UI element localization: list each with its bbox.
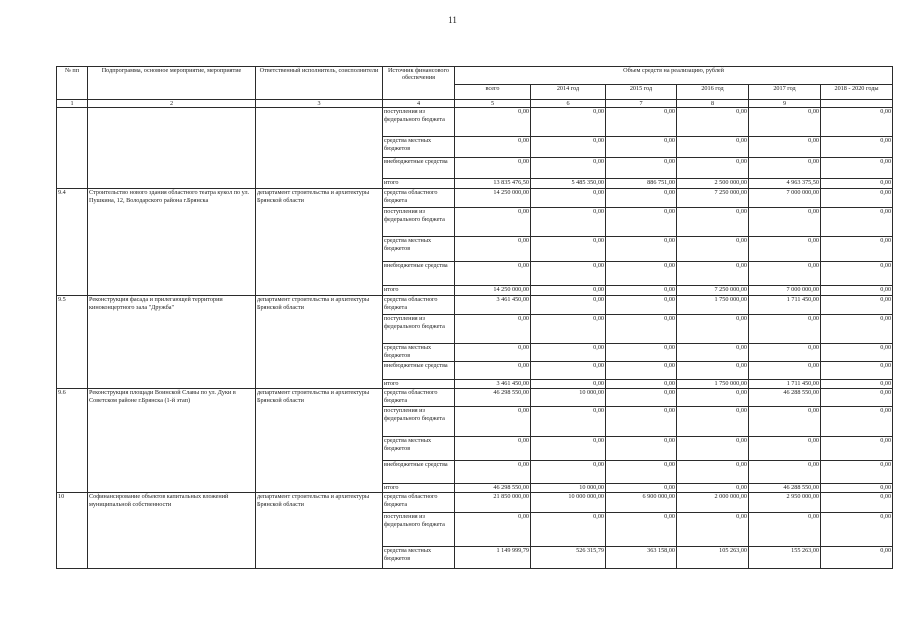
- table-header: [57, 67, 893, 108]
- amount-cell: 0,00: [677, 108, 749, 137]
- amount-cell: 10 000 000,00: [531, 493, 606, 513]
- amount-cell: 0,00: [455, 513, 531, 547]
- amount-cell: 0,00: [821, 286, 893, 296]
- table-row: [57, 493, 893, 513]
- amount-cell: 0,00: [606, 296, 677, 315]
- column-number: 8: [677, 100, 749, 108]
- amount-cell: 3 461 450,00: [455, 296, 531, 315]
- item-number: 10: [57, 493, 88, 569]
- funding-source: поступления из федерального бюджета: [383, 315, 455, 344]
- amount-cell: 0,00: [606, 344, 677, 362]
- amount-cell: 10 000,00: [531, 389, 606, 407]
- amount-cell: 0,00: [677, 344, 749, 362]
- amount-cell: 0,00: [455, 237, 531, 262]
- amount-cell: 0,00: [749, 513, 821, 547]
- amount-cell: 0,00: [821, 158, 893, 179]
- table-row: [57, 296, 893, 315]
- amount-cell: 0,00: [455, 461, 531, 484]
- funding-source: средства местных бюджетов: [383, 547, 455, 569]
- amount-cell: 0,00: [677, 513, 749, 547]
- amount-cell: 0,00: [821, 344, 893, 362]
- amount-cell: 0,00: [531, 237, 606, 262]
- column-number: 5: [455, 100, 531, 108]
- amount-cell: 0,00: [455, 158, 531, 179]
- amount-cell: 0,00: [749, 158, 821, 179]
- header-volume: Объем средств на реализацию, рублей: [455, 67, 893, 85]
- amount-cell: 1 750 000,00: [677, 380, 749, 389]
- header-executor: Ответственный исполнитель, соисполнители: [256, 67, 383, 100]
- amount-cell: 2 000 000,00: [677, 493, 749, 513]
- table-body: [57, 108, 893, 569]
- column-number: 6: [531, 100, 606, 108]
- amount-cell: 0,00: [606, 461, 677, 484]
- amount-cell: 14 250 000,00: [455, 286, 531, 296]
- funding-source: итого: [383, 179, 455, 189]
- column-number: [821, 100, 893, 108]
- amount-cell: 1 711 450,00: [749, 296, 821, 315]
- amount-cell: 6 900 000,00: [606, 493, 677, 513]
- funding-source: средства местных бюджетов: [383, 237, 455, 262]
- amount-cell: 0,00: [455, 262, 531, 286]
- amount-cell: 886 751,00: [606, 179, 677, 189]
- item-name: Реконструкция площади Воинской Славы по ул. Дуки в Советском районе г.Брянска (1-й этап): [88, 389, 256, 493]
- funding-source: внебюджетные средства: [383, 262, 455, 286]
- amount-cell: 0,00: [531, 362, 606, 380]
- column-number: 2: [88, 100, 256, 108]
- amount-cell: 4 963 375,50: [749, 179, 821, 189]
- funding-source: средства местных бюджетов: [383, 137, 455, 158]
- amount-cell: 0,00: [749, 344, 821, 362]
- amount-cell: 0,00: [749, 262, 821, 286]
- amount-cell: 155 263,00: [749, 547, 821, 569]
- amount-cell: 0,00: [606, 389, 677, 407]
- amount-cell: 0,00: [677, 208, 749, 237]
- amount-cell: 0,00: [531, 189, 606, 208]
- amount-cell: 0,00: [606, 208, 677, 237]
- amount-cell: 0,00: [455, 315, 531, 344]
- amount-cell: 7 000 000,00: [749, 189, 821, 208]
- funding-source: средства местных бюджетов: [383, 437, 455, 461]
- amount-cell: 0,00: [531, 296, 606, 315]
- amount-cell: 0,00: [606, 189, 677, 208]
- amount-cell: 0,00: [821, 137, 893, 158]
- amount-cell: 0,00: [677, 237, 749, 262]
- amount-cell: 7 000 000,00: [749, 286, 821, 296]
- amount-cell: 0,00: [531, 208, 606, 237]
- amount-cell: 0,00: [749, 237, 821, 262]
- header-year-2015: 2015 год: [606, 85, 677, 100]
- amount-cell: 0,00: [531, 137, 606, 158]
- amount-cell: 0,00: [606, 437, 677, 461]
- amount-cell: 7 250 000,00: [677, 286, 749, 296]
- amount-cell: 0,00: [531, 380, 606, 389]
- amount-cell: 0,00: [531, 158, 606, 179]
- amount-cell: 0,00: [821, 262, 893, 286]
- item-executor: [256, 108, 383, 189]
- amount-cell: 21 850 000,00: [455, 493, 531, 513]
- amount-cell: 0,00: [821, 547, 893, 569]
- amount-cell: 0,00: [531, 461, 606, 484]
- amount-cell: 0,00: [821, 237, 893, 262]
- funding-source: внебюджетные средства: [383, 158, 455, 179]
- amount-cell: 0,00: [606, 262, 677, 286]
- amount-cell: 0,00: [821, 389, 893, 407]
- amount-cell: 2 950 000,00: [749, 493, 821, 513]
- amount-cell: 0,00: [677, 437, 749, 461]
- amount-cell: 0,00: [455, 437, 531, 461]
- header-year-total: всего: [455, 85, 531, 100]
- column-number: 9: [749, 100, 821, 108]
- header-year-2014: 2014 год: [531, 85, 606, 100]
- funding-source: средства областного бюджета: [383, 389, 455, 407]
- amount-cell: 0,00: [455, 137, 531, 158]
- funding-source: итого: [383, 380, 455, 389]
- amount-cell: 0,00: [749, 437, 821, 461]
- amount-cell: 46 288 550,00: [749, 389, 821, 407]
- amount-cell: 0,00: [677, 262, 749, 286]
- funding-source: средства областного бюджета: [383, 493, 455, 513]
- amount-cell: 526 315,79: [531, 547, 606, 569]
- amount-cell: 0,00: [821, 179, 893, 189]
- amount-cell: 0,00: [749, 137, 821, 158]
- amount-cell: 2 500 000,00: [677, 179, 749, 189]
- amount-cell: 0,00: [677, 137, 749, 158]
- column-number: 7: [606, 100, 677, 108]
- amount-cell: 0,00: [677, 407, 749, 437]
- funding-source: внебюджетные средства: [383, 461, 455, 484]
- amount-cell: 0,00: [821, 437, 893, 461]
- amount-cell: 0,00: [749, 407, 821, 437]
- amount-cell: 0,00: [606, 315, 677, 344]
- amount-cell: 1 750 000,00: [677, 296, 749, 315]
- amount-cell: 0,00: [606, 108, 677, 137]
- amount-cell: 0,00: [606, 158, 677, 179]
- amount-cell: 3 461 450,00: [455, 380, 531, 389]
- amount-cell: 0,00: [455, 362, 531, 380]
- amount-cell: 0,00: [606, 362, 677, 380]
- item-name: Реконструкция фасада и прилегающей территории киноконцертного зала "Дружба": [88, 296, 256, 389]
- item-number: 9.4: [57, 189, 88, 296]
- amount-cell: 0,00: [749, 315, 821, 344]
- item-number: [57, 108, 88, 189]
- table-row: [57, 389, 893, 407]
- amount-cell: 0,00: [677, 484, 749, 493]
- header-program: Подпрограмма, основное мероприятие, мероприятие: [88, 67, 256, 100]
- amount-cell: 0,00: [821, 513, 893, 547]
- amount-cell: 0,00: [531, 513, 606, 547]
- amount-cell: 0,00: [531, 437, 606, 461]
- amount-cell: 0,00: [531, 108, 606, 137]
- amount-cell: 0,00: [606, 237, 677, 262]
- amount-cell: 46 298 550,00: [455, 484, 531, 493]
- page-number: 11: [448, 15, 457, 25]
- funding-source: поступления из федерального бюджета: [383, 407, 455, 437]
- amount-cell: 13 835 476,50: [455, 179, 531, 189]
- header-year-2018-2020: 2018 - 2020 годы: [821, 85, 893, 100]
- amount-cell: 14 250 000,00: [455, 189, 531, 208]
- amount-cell: 0,00: [531, 315, 606, 344]
- amount-cell: 0,00: [677, 461, 749, 484]
- header-year-2017: 2017 год: [749, 85, 821, 100]
- amount-cell: 1 711 450,00: [749, 380, 821, 389]
- amount-cell: 0,00: [821, 189, 893, 208]
- amount-cell: 0,00: [455, 344, 531, 362]
- funding-source: средства областного бюджета: [383, 296, 455, 315]
- amount-cell: 0,00: [606, 137, 677, 158]
- column-number-row: [57, 100, 893, 108]
- funding-source: внебюджетные средства: [383, 362, 455, 380]
- funding-source: поступления из федерального бюджета: [383, 108, 455, 137]
- amount-cell: 10 000,00: [531, 484, 606, 493]
- amount-cell: 0,00: [677, 158, 749, 179]
- amount-cell: 0,00: [606, 513, 677, 547]
- funding-source: итого: [383, 484, 455, 493]
- amount-cell: 0,00: [821, 208, 893, 237]
- item-number: 9.6: [57, 389, 88, 493]
- column-number: 4: [383, 100, 455, 108]
- amount-cell: 0,00: [821, 493, 893, 513]
- amount-cell: 0,00: [606, 484, 677, 493]
- funding-source: средства местных бюджетов: [383, 344, 455, 362]
- amount-cell: 0,00: [455, 108, 531, 137]
- amount-cell: 5 485 350,00: [531, 179, 606, 189]
- item-number: 9.5: [57, 296, 88, 389]
- table-row: [57, 189, 893, 208]
- amount-cell: 0,00: [455, 208, 531, 237]
- amount-cell: 1 149 999,79: [455, 547, 531, 569]
- amount-cell: 0,00: [749, 208, 821, 237]
- amount-cell: 363 158,00: [606, 547, 677, 569]
- item-executor: департамент строительства и архитектуры Брянской области: [256, 189, 383, 296]
- amount-cell: 0,00: [531, 407, 606, 437]
- amount-cell: 0,00: [455, 407, 531, 437]
- table-row: [57, 108, 893, 137]
- amount-cell: 0,00: [531, 344, 606, 362]
- amount-cell: 0,00: [821, 461, 893, 484]
- amount-cell: 0,00: [677, 389, 749, 407]
- funding-source: средства областного бюджета: [383, 189, 455, 208]
- budget-table: [56, 66, 893, 569]
- funding-source: итого: [383, 286, 455, 296]
- amount-cell: 46 288 550,00: [749, 484, 821, 493]
- item-name: [88, 108, 256, 189]
- amount-cell: 105 263,00: [677, 547, 749, 569]
- amount-cell: 0,00: [677, 362, 749, 380]
- funding-source: поступления из федерального бюджета: [383, 513, 455, 547]
- amount-cell: 0,00: [749, 461, 821, 484]
- item-executor: департамент строительства и архитектуры Брянской области: [256, 493, 383, 569]
- amount-cell: 0,00: [821, 407, 893, 437]
- amount-cell: 0,00: [531, 262, 606, 286]
- item-name: Строительство нового здания областного театра кукол по ул. Пушкина, 12, Володарского района г.Брянска: [88, 189, 256, 296]
- amount-cell: 0,00: [821, 108, 893, 137]
- amount-cell: 0,00: [677, 315, 749, 344]
- header-source: Источник финансового обеспечения: [383, 67, 455, 100]
- header-num: № пп: [57, 67, 88, 100]
- amount-cell: 0,00: [821, 315, 893, 344]
- item-executor: департамент строительства и архитектуры Брянской области: [256, 296, 383, 389]
- header-year-2016: 2016 год: [677, 85, 749, 100]
- amount-cell: 0,00: [606, 407, 677, 437]
- amount-cell: 0,00: [821, 296, 893, 315]
- item-executor: департамент строительства и архитектуры Брянской области: [256, 389, 383, 493]
- amount-cell: 0,00: [749, 362, 821, 380]
- amount-cell: 0,00: [606, 380, 677, 389]
- amount-cell: 0,00: [749, 108, 821, 137]
- column-number: 1: [57, 100, 88, 108]
- item-name: Софинансирование объектов капитальных вложений муниципальной собственности: [88, 493, 256, 569]
- column-number: 3: [256, 100, 383, 108]
- amount-cell: 0,00: [821, 484, 893, 493]
- amount-cell: 0,00: [606, 286, 677, 296]
- funding-source: поступления из федерального бюджета: [383, 208, 455, 237]
- amount-cell: 0,00: [821, 380, 893, 389]
- amount-cell: 7 250 000,00: [677, 189, 749, 208]
- amount-cell: 46 298 550,00: [455, 389, 531, 407]
- amount-cell: 0,00: [531, 286, 606, 296]
- amount-cell: 0,00: [821, 362, 893, 380]
